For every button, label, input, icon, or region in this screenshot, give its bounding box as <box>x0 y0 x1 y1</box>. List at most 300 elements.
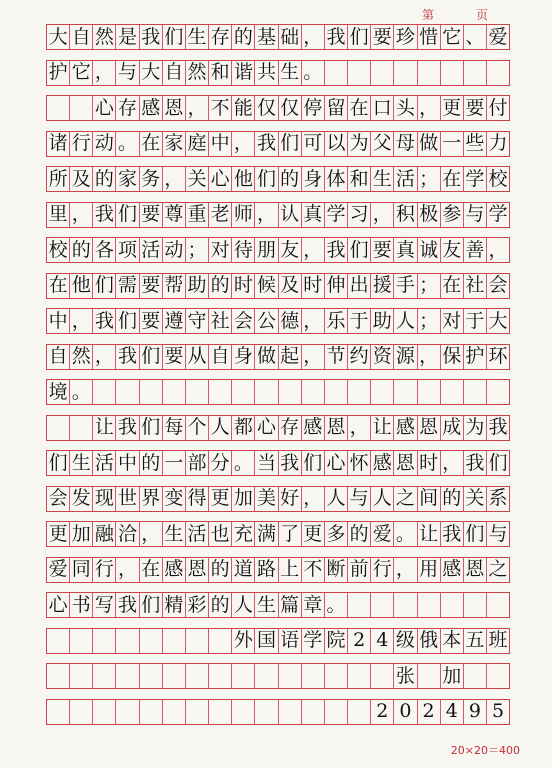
grid-cell: 乐 <box>325 309 348 333</box>
grid-row <box>46 521 510 547</box>
page-label-ye: 页 <box>476 8 489 22</box>
grid-cell <box>186 664 209 688</box>
grid-cell: 张 <box>394 664 417 688</box>
grid-cell: 生 <box>163 522 186 546</box>
grid-cell: 项 <box>116 238 139 262</box>
grid-cell: 的 <box>209 274 232 298</box>
grid-cell: 的 <box>441 487 464 511</box>
grid-cell <box>487 380 509 404</box>
grid-cell: ， <box>140 522 163 546</box>
grid-cell: 然 <box>93 25 116 49</box>
grid-cell: 起 <box>279 345 302 369</box>
grid-cell: ， <box>93 345 116 369</box>
grid-cell: 当 <box>255 451 278 475</box>
grid-cell: 所 <box>47 167 70 191</box>
grid-cell: 恩 <box>464 558 487 582</box>
grid-cell: 4 <box>371 629 394 653</box>
page-label-di: 第 <box>422 8 435 22</box>
grid-cell: ， <box>186 96 209 120</box>
grid-cell: ； <box>418 167 441 191</box>
grid-cell: 候 <box>255 274 278 298</box>
grid-cell <box>255 664 278 688</box>
grid-cell <box>348 664 371 688</box>
grid-cell: 付 <box>488 96 508 119</box>
grid-cell <box>232 700 255 724</box>
grid-cell: ， <box>302 309 325 333</box>
grid-cell: 界 <box>140 487 163 511</box>
grid-cell: 的 <box>93 167 116 191</box>
grid-cell: 基 <box>255 25 278 49</box>
grid-cell <box>487 61 509 85</box>
grid-cell: 谐 <box>232 61 255 85</box>
grid-cell: 诸 <box>47 132 70 156</box>
grid-cell <box>140 664 163 688</box>
grid-cell <box>163 664 186 688</box>
grid-cell: 生 <box>279 61 302 85</box>
grid-cell: 伸 <box>325 274 348 298</box>
grid-cell: 发 <box>70 487 93 511</box>
grid-cell: 它 <box>441 25 464 49</box>
grid-cell: 惜 <box>418 25 441 49</box>
grid-cell: 语 <box>279 629 302 653</box>
grid-cell <box>394 61 417 85</box>
grid-cell: 动 <box>163 238 186 262</box>
grid-cell: 他 <box>232 167 255 191</box>
grid-cell: 友 <box>279 238 302 262</box>
grid-cell: 及 <box>70 167 93 191</box>
grid-cell: ， <box>70 309 93 333</box>
grid-cell <box>47 416 70 440</box>
grid-cell: 础 <box>279 25 302 49</box>
grid-cell: 俄 <box>418 629 441 653</box>
grid-cell: 要 <box>163 345 186 369</box>
grid-cell <box>163 629 186 653</box>
grid-cell: 时 <box>418 451 441 475</box>
grid-cell: 善 <box>464 238 487 262</box>
grid-cell: 恩 <box>186 558 209 582</box>
grid-row <box>46 202 510 228</box>
grid-cell: 充 <box>232 522 255 546</box>
grid-cell <box>70 416 93 440</box>
grid-cell: 彩 <box>186 593 209 617</box>
grid-cell: 的 <box>209 593 232 617</box>
grid-cell: 环 <box>488 345 508 367</box>
grid-row <box>46 237 510 263</box>
grid-cell: 感 <box>302 416 325 440</box>
grid-cell: 融 <box>93 522 116 546</box>
grid-cell: 大 <box>488 309 508 332</box>
grid-cell <box>70 664 93 688</box>
grid-cell: 。 <box>394 522 417 546</box>
grid-cell: 学 <box>325 203 348 227</box>
grid-cell: 口 <box>371 96 394 120</box>
grid-cell: 我 <box>441 522 464 546</box>
grid-cell <box>116 629 139 653</box>
grid-cell: 真 <box>302 203 325 227</box>
grid-cell: 系 <box>488 487 508 509</box>
grid-cell <box>325 700 348 724</box>
grid-cell: 从 <box>186 345 209 369</box>
grid-cell <box>487 593 509 617</box>
grid-cell: 的 <box>140 451 163 475</box>
grid-cell: ， <box>441 451 464 475</box>
grid-cell: 本 <box>441 629 464 653</box>
grid-cell: 生 <box>70 451 93 475</box>
grid-cell: 部 <box>186 451 209 475</box>
grid-cell: 4 <box>441 700 464 724</box>
grid-cell: 院 <box>325 629 348 653</box>
grid-row <box>46 60 510 86</box>
grid-cell <box>232 380 255 404</box>
grid-cell: 们 <box>93 274 116 298</box>
grid-cell <box>371 61 394 85</box>
grid-cell <box>418 664 441 688</box>
grid-cell <box>93 664 116 688</box>
grid-cell: 待 <box>232 238 255 262</box>
grid-cell <box>394 380 417 404</box>
grid-cell: 人 <box>232 593 255 617</box>
grid-cell: 恩 <box>163 96 186 120</box>
grid-cell: ， <box>371 203 394 227</box>
grid-cell <box>464 593 487 617</box>
grid-cell: 存 <box>209 25 232 49</box>
grid-cell: 学 <box>488 203 508 225</box>
grid-cell: 多 <box>325 522 348 546</box>
grid-cell <box>418 61 441 85</box>
grid-cell <box>116 664 139 688</box>
grid-cell: 世 <box>116 487 139 511</box>
grid-cell: 与 <box>488 522 508 545</box>
grid-cell: 们 <box>302 451 325 475</box>
grid-cell: 也 <box>209 522 232 546</box>
grid-cell: 共 <box>255 61 278 85</box>
grid-cell: 不 <box>209 96 232 120</box>
grid-cell: 同 <box>70 558 93 582</box>
grid-cell: 让 <box>418 522 441 546</box>
grid-size-label: 20×20＝400 <box>450 744 520 757</box>
grid-cell: 务 <box>140 167 163 191</box>
grid-cell: 们 <box>47 451 70 475</box>
grid-cell: ， <box>302 487 325 511</box>
grid-cell: 们 <box>140 345 163 369</box>
grid-cell: 我 <box>325 238 348 262</box>
grid-cell <box>371 664 394 688</box>
grid-cell <box>441 61 464 85</box>
grid-cell: 每 <box>163 416 186 440</box>
grid-cell: 美 <box>255 487 278 511</box>
grid-cell: 会 <box>47 487 70 511</box>
grid-cell: ， <box>232 132 255 156</box>
grid-cell <box>464 664 487 688</box>
grid-cell: 前 <box>348 558 371 582</box>
grid-cell: 一 <box>441 132 464 156</box>
grid-cell <box>348 593 371 617</box>
grid-cell <box>348 700 371 724</box>
grid-cell: 在 <box>441 167 464 191</box>
grid-cell: 资 <box>371 345 394 369</box>
grid-cell: 们 <box>464 522 487 546</box>
grid-cell: 班 <box>488 629 508 651</box>
grid-cell: 师 <box>232 203 255 227</box>
grid-cell: 习 <box>348 203 371 227</box>
grid-cell: 上 <box>279 558 302 582</box>
grid-cell: 珍 <box>394 25 417 49</box>
grid-cell: 各 <box>93 238 116 262</box>
grid-cell: 我 <box>93 203 116 227</box>
grid-cell: 怀 <box>348 451 371 475</box>
grid-cell: 家 <box>163 132 186 156</box>
grid-cell: ； <box>418 309 441 333</box>
grid-cell: 篇 <box>279 593 302 617</box>
grid-cell: ； <box>186 238 209 262</box>
grid-cell: 然 <box>186 61 209 85</box>
grid-cell: 更 <box>209 487 232 511</box>
grid-cell <box>209 700 232 724</box>
grid-cell: 留 <box>325 96 348 120</box>
grid-cell: 会 <box>488 274 508 296</box>
grid-cell: 了 <box>279 522 302 546</box>
grid-cell: 自 <box>209 345 232 369</box>
grid-cell: 要 <box>140 274 163 298</box>
grid-row <box>46 166 510 192</box>
grid-cell: 一 <box>163 451 186 475</box>
grid-cell: 2 <box>348 629 371 653</box>
grid-cell <box>209 629 232 653</box>
grid-cell <box>93 629 116 653</box>
grid-cell: 们 <box>116 203 139 227</box>
grid-cell: 写 <box>93 593 116 617</box>
grid-cell: 源 <box>394 345 417 369</box>
grid-cell: 境 <box>47 380 70 404</box>
grid-cell: 然 <box>70 345 93 369</box>
grid-cell: 参 <box>441 203 464 227</box>
grid-cell: 个 <box>186 416 209 440</box>
grid-cell: 之 <box>488 558 508 580</box>
grid-cell: 庭 <box>186 132 209 156</box>
grid-cell: 体 <box>325 167 348 191</box>
grid-row <box>46 699 510 725</box>
grid-cell: 对 <box>441 309 464 333</box>
grid-row <box>46 450 510 476</box>
grid-cell: 心 <box>325 451 348 475</box>
grid-cell: 道 <box>232 558 255 582</box>
grid-cell: 爱 <box>47 558 70 582</box>
grid-cell <box>140 629 163 653</box>
grid-cell: 在 <box>140 558 163 582</box>
grid-cell: 感 <box>394 416 417 440</box>
grid-cell: 得 <box>186 487 209 511</box>
grid-cell: 五 <box>464 629 487 653</box>
grid-cell <box>302 380 325 404</box>
grid-cell: 能 <box>232 96 255 120</box>
grid-cell: 生 <box>255 593 278 617</box>
grid-cell <box>348 380 371 404</box>
grid-cell: 守 <box>186 309 209 333</box>
grid-cell: ， <box>418 96 441 120</box>
grid-cell <box>464 380 487 404</box>
grid-cell: 我 <box>464 451 487 475</box>
grid-row <box>46 308 510 334</box>
grid-cell <box>116 700 139 724</box>
grid-cell: 家 <box>116 167 139 191</box>
grid-cell: 头 <box>394 96 417 120</box>
grid-cell: 学 <box>302 629 325 653</box>
grid-cell: 行 <box>371 558 394 582</box>
grid-cell: 。 <box>325 593 348 617</box>
grid-cell: 诚 <box>418 238 441 262</box>
grid-cell: 在 <box>348 96 371 120</box>
grid-cell <box>232 664 255 688</box>
grid-cell: 不 <box>302 558 325 582</box>
grid-cell: 用 <box>418 558 441 582</box>
grid-cell: 生 <box>371 167 394 191</box>
grid-cell: 仅 <box>255 96 278 120</box>
grid-row <box>46 663 510 689</box>
grid-cell: 感 <box>163 558 186 582</box>
grid-cell: 公 <box>255 309 278 333</box>
grid-row <box>46 131 510 157</box>
grid-cell: 时 <box>302 274 325 298</box>
grid-cell: 爱 <box>488 25 508 48</box>
grid-cell: 路 <box>255 558 278 582</box>
grid-cell: 我 <box>325 25 348 49</box>
grid-cell: 大 <box>47 25 70 49</box>
grid-cell: 中 <box>47 309 70 333</box>
grid-cell: 父 <box>371 132 394 156</box>
grid-cell: 心 <box>255 416 278 440</box>
grid-cell: 活 <box>186 522 209 546</box>
grid-cell <box>163 380 186 404</box>
grid-cell <box>140 700 163 724</box>
grid-cell: 恩 <box>394 451 417 475</box>
grid-cell: 关 <box>186 167 209 191</box>
grid-cell: 的 <box>348 522 371 546</box>
grid-cell: 以 <box>325 132 348 156</box>
grid-cell: 国 <box>255 629 278 653</box>
grid-cell: ， <box>302 238 325 262</box>
grid-cell: 让 <box>93 416 116 440</box>
grid-cell: 关 <box>464 487 487 511</box>
grid-cell: 现 <box>93 487 116 511</box>
grid-cell <box>70 96 93 120</box>
grid-cell: 约 <box>348 345 371 369</box>
grid-cell <box>93 700 116 724</box>
grid-cell: 要 <box>371 25 394 49</box>
grid-cell <box>163 700 186 724</box>
grid-row <box>46 24 510 50</box>
grid-cell: 社 <box>464 274 487 298</box>
grid-cell <box>348 61 371 85</box>
grid-cell: 他 <box>70 274 93 298</box>
grid-cell: 感 <box>441 558 464 582</box>
grid-cell: 好 <box>279 487 302 511</box>
grid-cell: 满 <box>255 522 278 546</box>
grid-cell <box>140 380 163 404</box>
grid-row <box>46 557 510 583</box>
grid-cell <box>418 593 441 617</box>
grid-cell: 们 <box>140 416 163 440</box>
grid-cell: 援 <box>371 274 394 298</box>
grid-cell: 0 <box>394 700 417 724</box>
grid-cell: 。 <box>116 132 139 156</box>
grid-cell: 2 <box>371 700 394 724</box>
grid-cell: 自 <box>163 61 186 85</box>
grid-cell: 它 <box>70 61 93 85</box>
grid-cell: 对 <box>209 238 232 262</box>
grid-cell: 心 <box>93 96 116 120</box>
grid-cell: 们 <box>163 25 186 49</box>
grid-cell: 们 <box>116 309 139 333</box>
grid-cell: 更 <box>441 96 464 120</box>
grid-row <box>46 95 510 121</box>
grid-cell <box>279 664 302 688</box>
grid-cell: 我 <box>116 416 139 440</box>
grid-cell: 加 <box>232 487 255 511</box>
grid-cell: 生 <box>186 25 209 49</box>
grid-cell <box>70 700 93 724</box>
grid-cell: ， <box>418 345 441 369</box>
grid-cell: ， <box>302 25 325 49</box>
grid-row <box>46 415 510 441</box>
grid-cell: 的 <box>279 167 302 191</box>
grid-cell: 们 <box>255 167 278 191</box>
grid-cell: 更 <box>47 522 70 546</box>
grid-cell: 的 <box>70 238 93 262</box>
grid-row <box>46 273 510 299</box>
grid-cell: 保 <box>441 345 464 369</box>
grid-cell: 中 <box>116 451 139 475</box>
grid-cell: 们 <box>140 593 163 617</box>
grid-cell: 朋 <box>255 238 278 262</box>
grid-cell: 认 <box>279 203 302 227</box>
grid-cell: 在 <box>441 274 464 298</box>
grid-cell <box>255 380 278 404</box>
grid-cell: 出 <box>348 274 371 298</box>
grid-cell: 洽 <box>116 522 139 546</box>
grid-cell <box>209 380 232 404</box>
grid-cell <box>47 700 70 724</box>
grid-cell: 会 <box>232 309 255 333</box>
grid-cell: 活 <box>140 238 163 262</box>
grid-cell: ， <box>488 238 508 261</box>
grid-cell: 尊 <box>163 203 186 227</box>
grid-cell: 自 <box>70 25 93 49</box>
grid-cell: ， <box>302 345 325 369</box>
grid-cell <box>47 664 70 688</box>
grid-cell: ， <box>163 167 186 191</box>
grid-cell: 中 <box>209 132 232 156</box>
grid-cell: 。 <box>302 61 325 85</box>
grid-cell: 力 <box>488 132 508 154</box>
grid-cell <box>47 629 70 653</box>
grid-cell: 节 <box>325 345 348 369</box>
grid-cell <box>116 380 139 404</box>
grid-cell <box>487 664 509 688</box>
grid-cell <box>371 380 394 404</box>
grid-cell: 重 <box>186 203 209 227</box>
grid-cell: 我 <box>488 416 508 438</box>
grid-cell: 我 <box>255 132 278 156</box>
grid-cell: 行 <box>93 558 116 582</box>
grid-cell: 人 <box>209 416 232 440</box>
grid-cell <box>255 700 278 724</box>
grid-cell: 们 <box>279 132 302 156</box>
grid-cell: 于 <box>464 309 487 333</box>
grid-cell: ； <box>418 274 441 298</box>
grid-cell: 仅 <box>279 96 302 120</box>
grid-cell: 护 <box>47 61 70 85</box>
grid-cell: 做 <box>418 132 441 156</box>
